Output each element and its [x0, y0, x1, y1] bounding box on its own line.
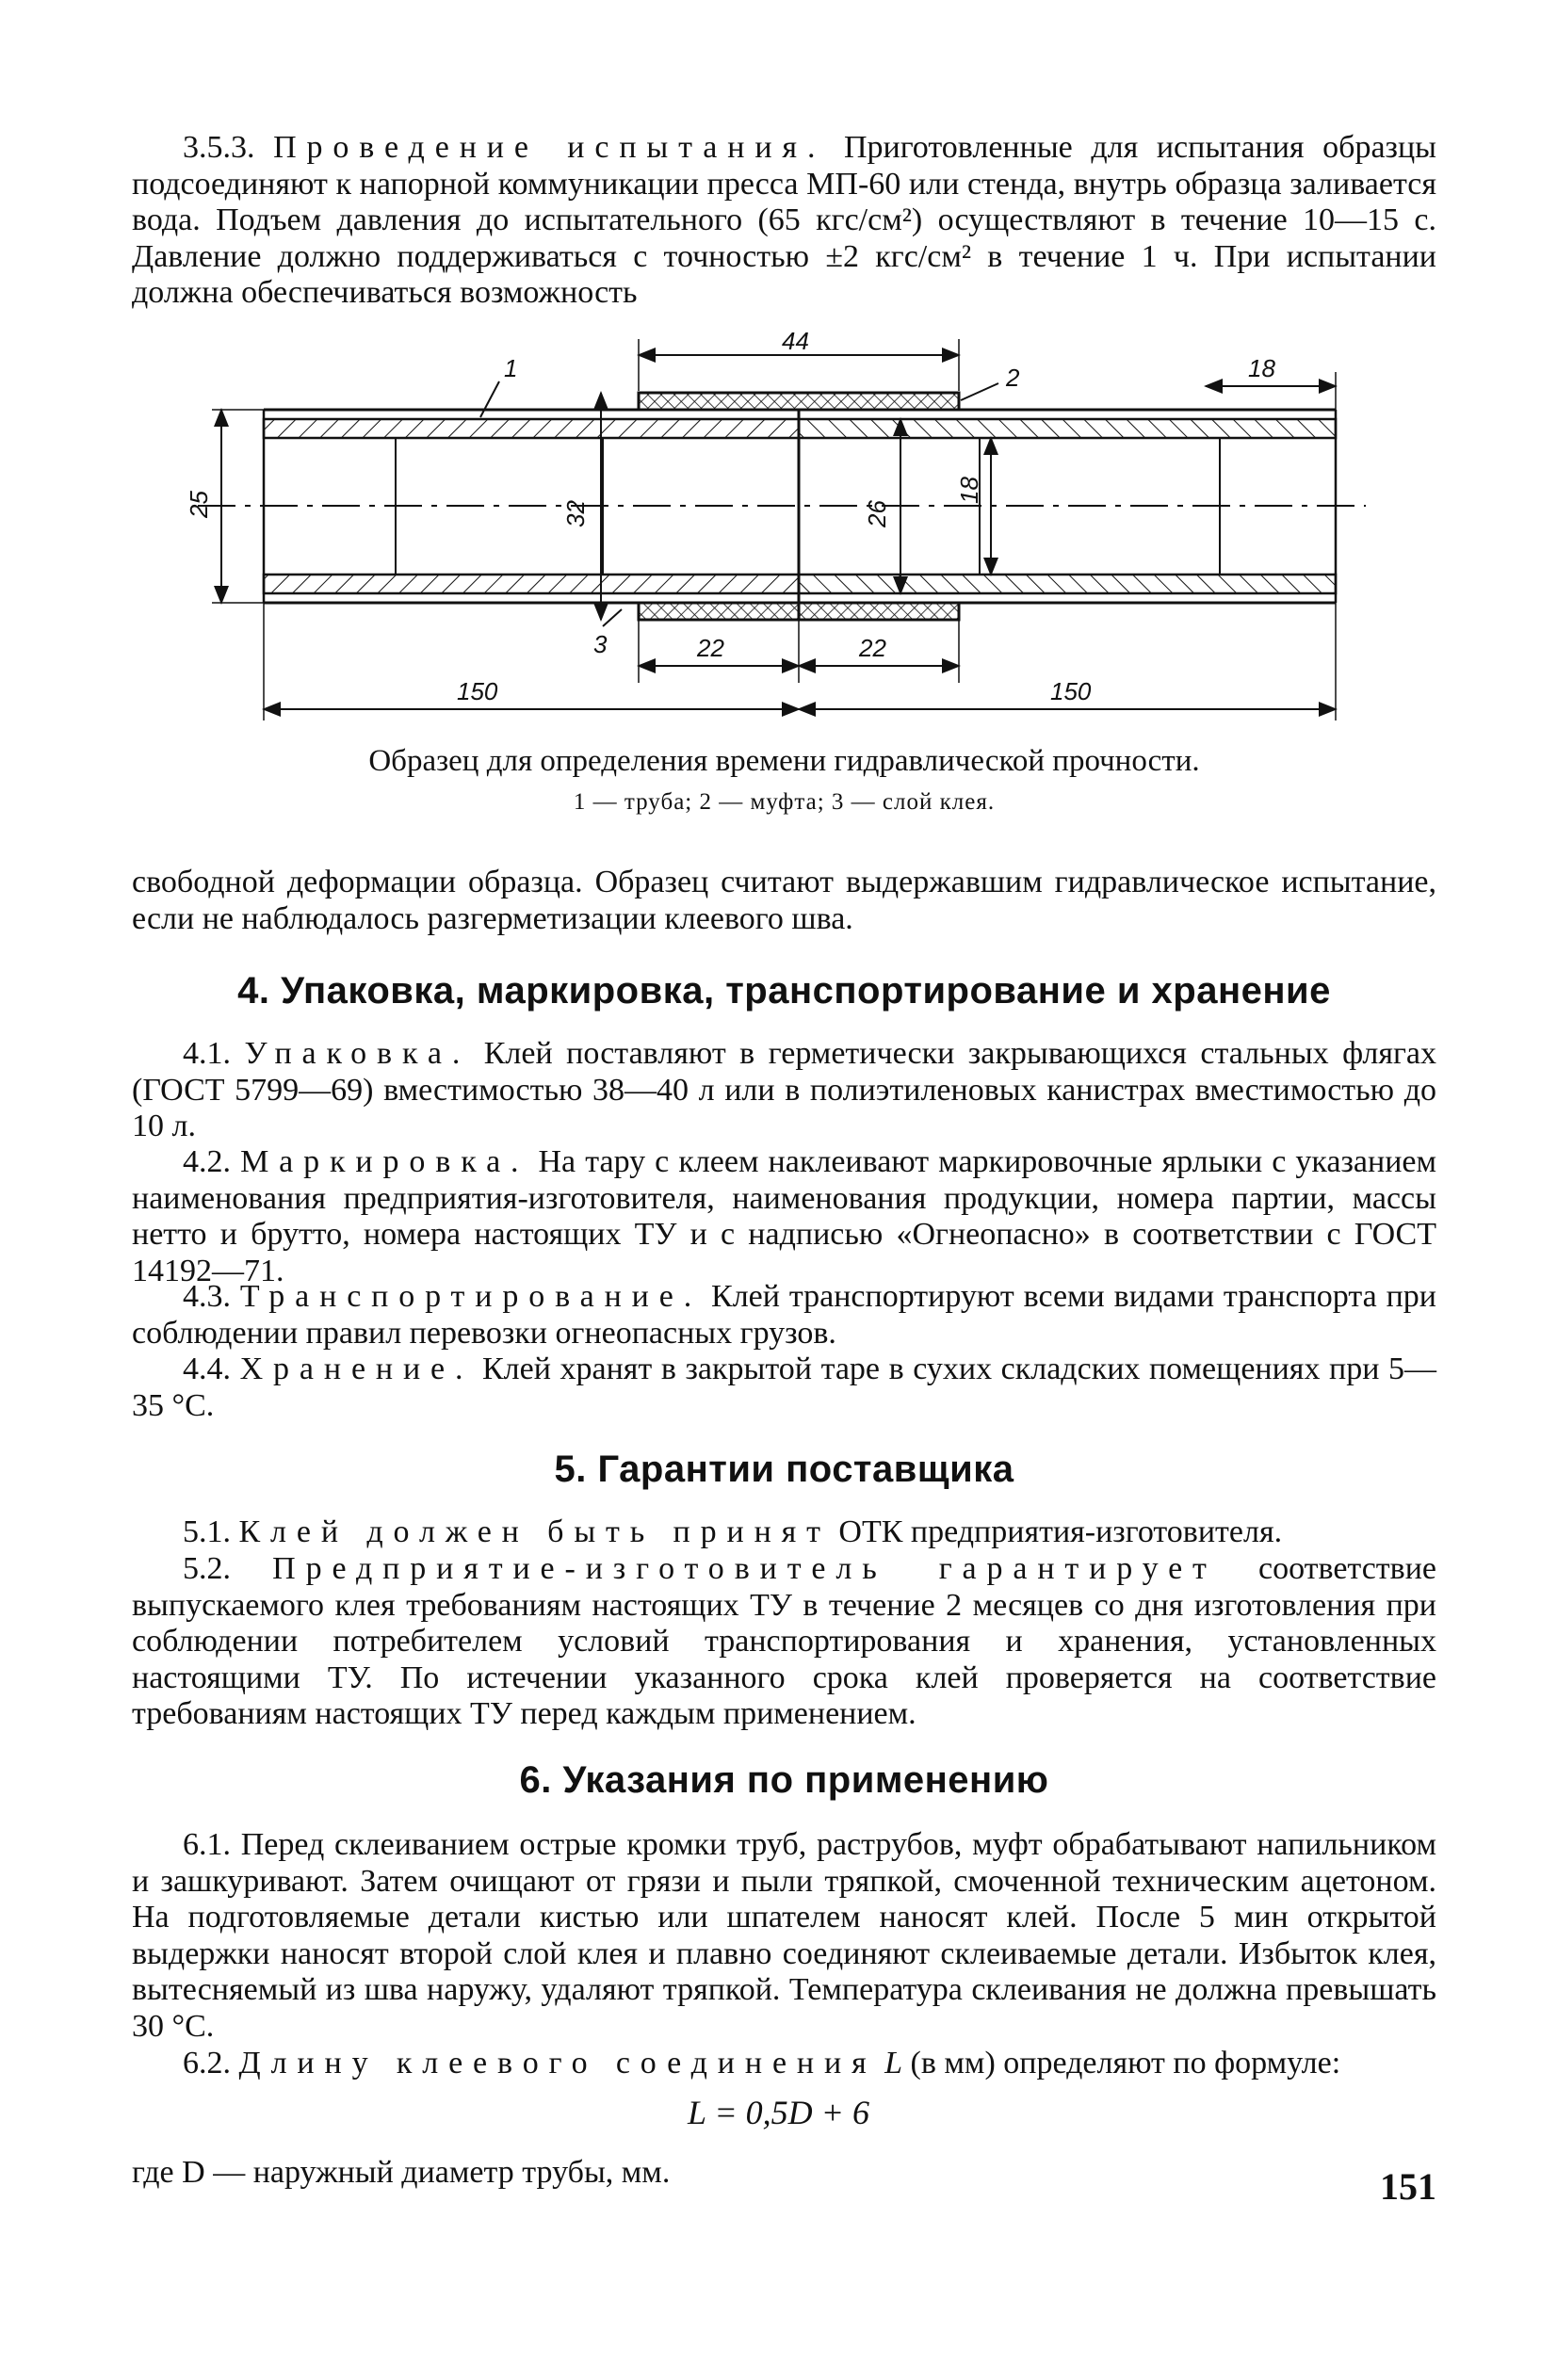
specimen-figure	[185, 327, 1375, 730]
label-2: 2	[1006, 364, 1020, 392]
formula-explanation: где D — наружный диаметр трубы, мм.	[132, 2155, 671, 2190]
paragraph-number: 6.1.	[183, 1827, 231, 1862]
paragraph-title: Проведение испытания.	[273, 130, 826, 165]
paragraph-text: Клей хранят в закрытой таре в сухих складских помещениях при 5—35 °С.	[132, 1352, 1436, 1423]
paragraph-6-1	[132, 1827, 1436, 2045]
paragraph-text: соответствие выпускаемого клея требованиям настоящих ТУ в течение 2 месяцев со дня изготовления при соблюдении потребителем условий транспортирования и хранения, установленных настоящими ТУ. По истечении указанного срока клей проверяется на соответствие требованиям настоящих ТУ перед каждым применением.	[132, 1551, 1436, 1731]
paragraph-number: 4.2.	[183, 1144, 231, 1179]
paragraph-number: 6.2.	[183, 2046, 231, 2080]
paragraph-4-1	[132, 1036, 1436, 1145]
page-number: 151	[1380, 2165, 1436, 2208]
dim-26: 26	[863, 500, 891, 527]
dim-18-top: 18	[1248, 354, 1275, 382]
coupling-top	[639, 393, 959, 410]
label-1: 1	[504, 354, 518, 382]
paragraph-text: Клей поставляют в герметически закрывающихся стальных флягах (ГОСТ 5799—69) вместимостью 38—40 л или в полиэтиленовых канистрах вместимостью до 10 л.	[132, 1036, 1436, 1143]
dim-44: 44	[782, 327, 809, 355]
label-3: 3	[593, 630, 608, 658]
dim-150-left: 150	[457, 677, 498, 705]
paragraph-text: Приготовленные для испытания образцы подсоединяют к напорной коммуникации пресса МП-60 или стенда, внутрь образца заливается вода. Подъем давления до испытательного (65 кгс/см²) осуществляют в течение 10—15 с. Давление должно поддерживаться с точностью ±2 кгс/см² в течение 1 ч. При испытании должна обеспечиваться возможность	[132, 130, 1437, 310]
paragraph-5-2	[132, 1551, 1436, 1733]
dim-32: 32	[561, 500, 590, 527]
dim-150-right: 150	[1050, 677, 1092, 705]
paragraph-number: 4.3.	[183, 1279, 231, 1314]
paragraph-text: ОТК предприятия-изготовителя.	[838, 1514, 1283, 1549]
paragraph-number: 5.1.	[183, 1514, 231, 1549]
figure-caption: Образец для определения времени гидравлической прочности.	[368, 744, 1200, 778]
section-6-heading: 6. Указания по применению	[519, 1759, 1049, 1801]
paragraph-text: Клей транспортируют всеми видами транспорта при соблюдении правил перевозки огнеопасных грузов.	[132, 1279, 1436, 1351]
paragraph-number: 3.5.3.	[183, 130, 255, 165]
paragraph-title: Транспортирование.	[239, 1279, 703, 1314]
paragraph-number: 5.2.	[183, 1551, 231, 1586]
paragraph-title: Предприятие-изготовитель гарантирует	[272, 1551, 1217, 1586]
dim-18-inner: 18	[955, 477, 983, 504]
paragraph-title: Маркировка.	[240, 1144, 529, 1179]
paragraph-text: (в мм) определяют по формуле:	[910, 2046, 1341, 2080]
paragraph-number: 4.1.	[183, 1036, 231, 1071]
paragraph-3-5-3-continued: свободной деформации образца. Образец считают выдержавшим гидравлическое испытание, если не наблюдалось разгерметизации клеевого шва.	[132, 865, 1436, 936]
dim-22-left: 22	[697, 634, 724, 662]
paragraph-number: 4.4.	[183, 1352, 231, 1386]
section-4-heading: 4. Упаковка, маркировка, транспортирование и хранение	[237, 970, 1331, 1012]
paragraph-4-3	[132, 1279, 1436, 1352]
dim-25: 25	[185, 491, 213, 518]
section-5-heading: 5. Гарантии поставщика	[554, 1449, 1014, 1490]
paragraph-text: На тару с клеем наклеивают маркировочные ярлыки с указанием наименования предприятия-изготовителя, наименования продукции, номера партии, массы нетто и брутто, номера настоящих ТУ и с надписью «Огнеопасно» в соответствии с ГОСТ 14192—71.	[132, 1144, 1437, 1288]
paragraph-title: Хранение.	[239, 1352, 474, 1386]
figure-legend: 1 — труба; 2 — муфта; 3 — слой клея.	[573, 789, 996, 815]
paragraph-title: Длину клеевого соединения	[238, 2046, 877, 2080]
formula	[0, 2093, 1557, 2132]
paragraph-text: Перед склеиванием острые кромки труб, раструбов, муфт обрабатывают напильником и зашкуривают. Затем очищают от грязи и пыли тряпкой, смоченной техническим ацетоном. На подготовляемые детали кистью или шпателем наносят клей. После 5 мин открытой выдержки наносят второй слой клея и плавно соединяют склеиваемые детали. Избыток клея, вытесняемый из шва наружу, удаляют тряпкой. Температура склеивания не должна превышать 30 °С.	[132, 1827, 1436, 2044]
paragraph-4-2	[132, 1144, 1436, 1289]
dim-22-right: 22	[859, 634, 886, 662]
paragraph-3-5-3	[132, 130, 1436, 312]
paragraph-4-4	[132, 1352, 1436, 1424]
formula-text: L = 0,5D + 6	[688, 2094, 869, 2131]
paragraph-6-2	[132, 2046, 1436, 2082]
paragraph-title: Клей должен быть принят	[238, 1514, 831, 1549]
paragraph-title: Упаковка.	[244, 1036, 471, 1071]
paragraph-5-1	[132, 1514, 1436, 1551]
variable-L: L	[884, 2046, 903, 2080]
